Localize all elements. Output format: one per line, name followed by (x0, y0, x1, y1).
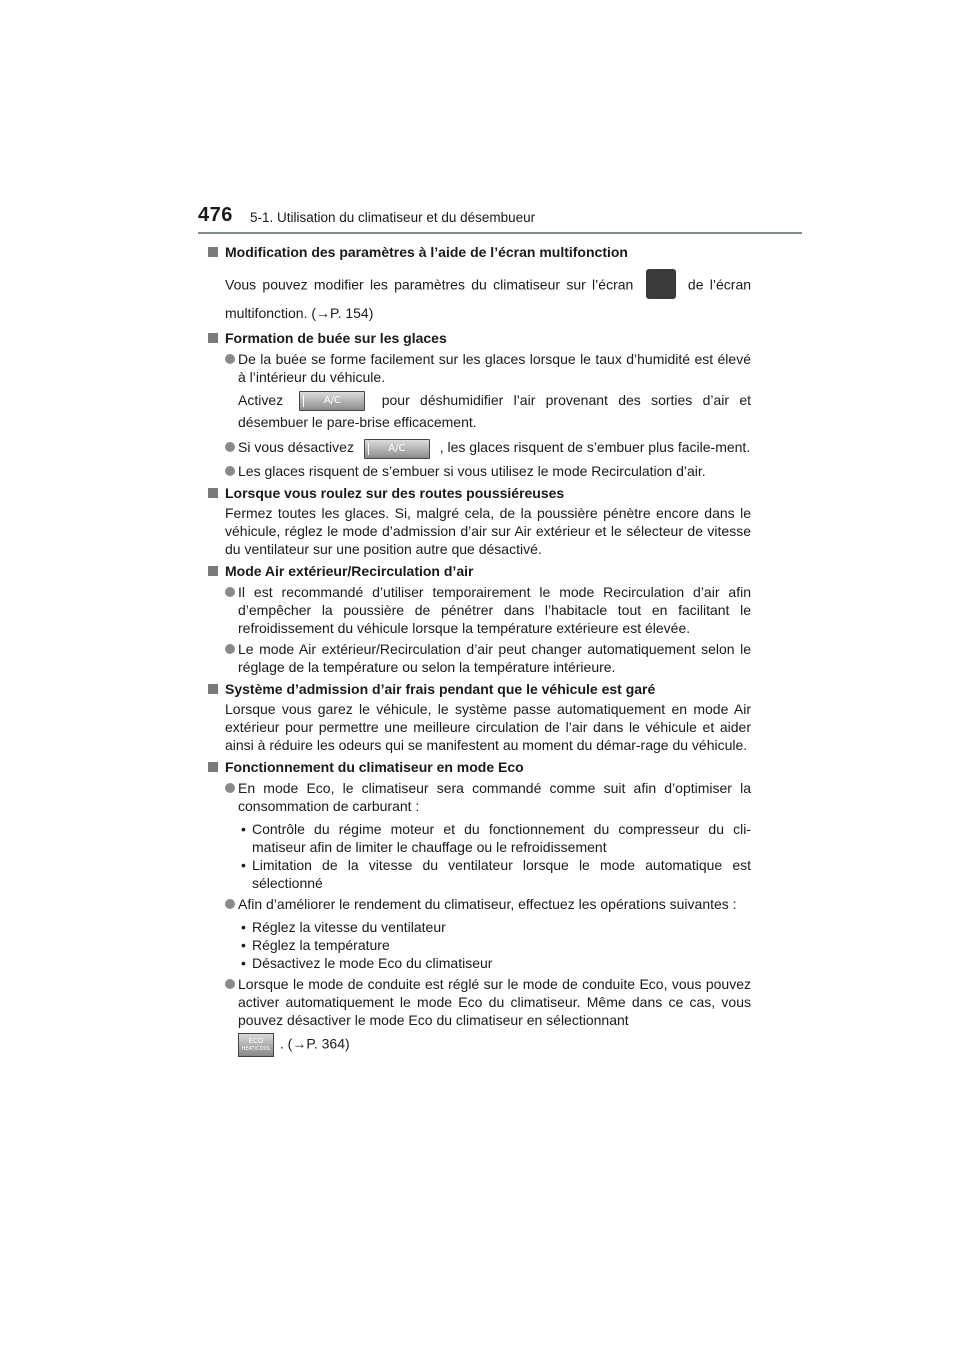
bullet-item: Lorsque le mode de conduite est réglé sur le mode de conduite Eco, vous pouvez activer automatiquement le mode Eco du climatiseur. Même dans ce cas, vous pouvez désactiver le mode Eco du climatiseur en sélectionnant (208, 975, 751, 1029)
section-square-icon (208, 488, 218, 498)
section-dusty-roads (208, 484, 751, 558)
bullet-dot-icon (225, 442, 235, 452)
page-content (208, 243, 751, 1061)
chapter-title: 5-1. Utilisation du climatiseur et du désembueur (250, 210, 536, 225)
bullet-continuation: Activez A/C pour déshumidifier l’air provenant des sorties d’air et désembuer le pare-brise efficacement. (238, 392, 752, 431)
section-square-icon (208, 762, 218, 772)
section-text: Fermez toutes les glaces. Si, malgré cela, de la poussière pénètre encore dans le véhicule, réglez le mode d’admission d’air sur Air extérieur et le sélecteur de vitesse du ventilateur sur une position autre que désactivé. (225, 504, 751, 557)
section-multifunction (208, 243, 751, 325)
sub-list-item: • Réglez la vitesse du ventilateur (241, 918, 446, 935)
bullet-dot-icon (225, 644, 235, 654)
section-title: Fonctionnement du climatiseur en mode Eco (208, 758, 751, 776)
section-fog (208, 329, 751, 480)
section-eco-mode (208, 758, 751, 1057)
sub-list-item: • Désactivez le mode Eco du climatiseur (241, 954, 493, 971)
section-square-icon (208, 684, 218, 694)
section-square-icon (208, 566, 218, 576)
section-title: Mode Air extérieur/Recirculation d’air (208, 562, 751, 580)
section-title: Modification des paramètres à l’aide de l’écran multifonction (208, 243, 751, 261)
bullet-dot-icon (225, 783, 235, 793)
bullet-dot-icon (225, 979, 235, 989)
eco-button-icon: ECO HEAT/COOL (238, 1033, 274, 1057)
bullet-item: En mode Eco, le climatiseur sera commandé comme suit afin d’optimiser la consommation de carburant : (208, 779, 751, 815)
section-text: Vous pouvez modifier les paramètres du climatiseur sur l’écran de l’écran multifonction. (→P. 154) (208, 271, 751, 325)
section-square-icon (208, 247, 218, 257)
bullet-item: Afin d’améliorer le rendement du climatiseur, effectuez les opérations suivantes : (208, 895, 751, 913)
climate-screen-icon (646, 269, 676, 299)
bullet-item: De la buée se forme facilement sur les glaces lorsque le taux d’humidité est élevé à l’intérieur du véhicule. (208, 350, 751, 386)
section-title: Lorsque vous roulez sur des routes poussiéreuses (208, 484, 751, 502)
bullet-item: Il est recommandé d’utiliser temporairement le mode Recirculation d’air afin d’empêcher la poussière de pénétrer dans l’habitacle tout en facilitant le refroidissement du véhicule lorsque la température extérieure est élevée. (208, 583, 751, 637)
sub-list-item: • Limitation de la vitesse du ventilateur lorsque le mode automatique est sélectionné (241, 856, 751, 891)
ac-button-icon: A/C (299, 391, 365, 411)
section-title: Formation de buée sur les glaces (208, 329, 751, 347)
ac-button-icon: A/C (364, 439, 430, 459)
section-square-icon (208, 333, 218, 343)
page-header (198, 204, 802, 234)
bullet-dot-icon (225, 354, 235, 364)
page-number: 476 (198, 204, 233, 226)
sub-list-item: • Contrôle du régime moteur et du fonctionnement du compresseur du cli-matiseur afin de limiter le chauffage ou le refroidissement (241, 820, 751, 855)
section-parked-intake (208, 680, 751, 754)
bullet-dot-icon (225, 466, 235, 476)
bullet-dot-icon (225, 899, 235, 909)
header-divider (198, 232, 802, 234)
section-text: Lorsque vous garez le véhicule, le système passe automatiquement en mode Air extérieur pour permettre une meilleure circulation de l’air dans le véhicule et aider ainsi à réduire les odeurs qui se manifestent au moment du démar-rage du véhicule. (225, 700, 751, 753)
bullet-item: Les glaces risquent de s’embuer si vous utilisez le mode Recirculation d’air. (208, 462, 751, 480)
sub-list-item: • Réglez la température (241, 936, 390, 953)
bullet-continuation: ECO HEAT/COOL . (→P. 364) (208, 1033, 751, 1057)
bullet-item: Si vous désactivez A/C , les glaces risquent de s’embuer plus facile-ment. (208, 436, 751, 458)
section-air-mode (208, 562, 751, 676)
section-title: Système d’admission d’air frais pendant que le véhicule est garé (208, 680, 751, 698)
bullet-item: Le mode Air extérieur/Recirculation d’air peut changer automatiquement selon le réglage de la température ou selon la température intérieure. (208, 640, 751, 676)
bullet-dot-icon (225, 587, 235, 597)
